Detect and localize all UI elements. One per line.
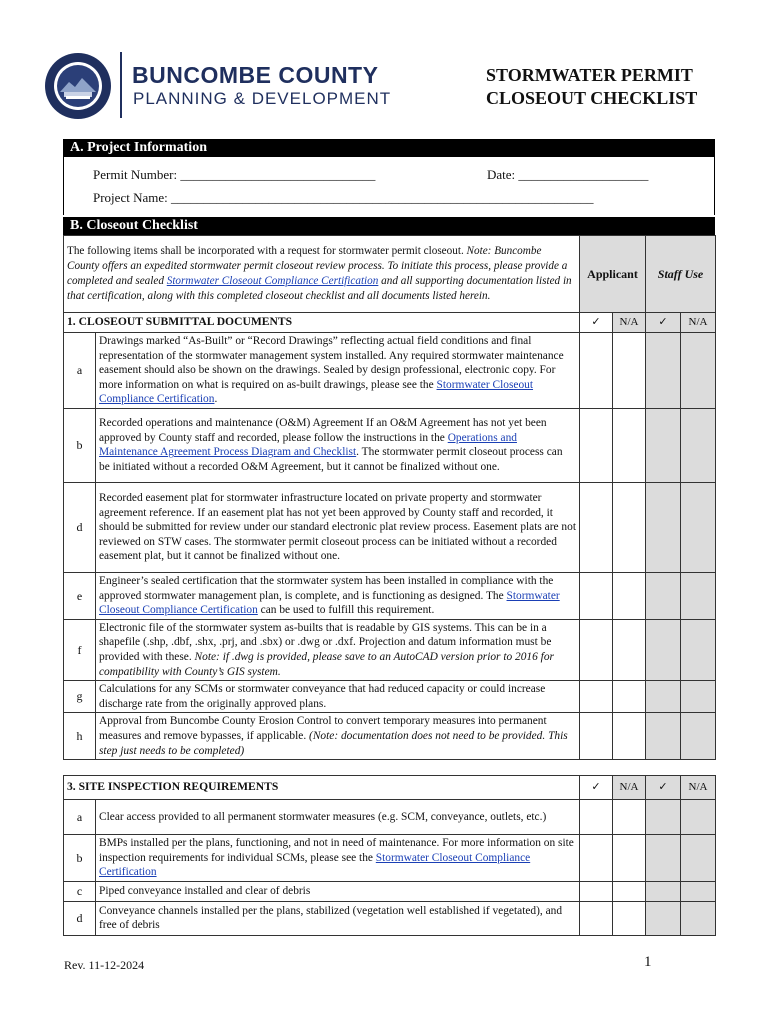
document-title bbox=[486, 64, 726, 110]
item-text-end: . The stormwater permit closeout process can be initiated without a recorded O&M Agreement, but it cannot be finalized without one. bbox=[99, 446, 563, 474]
applicant-na-box[interactable] bbox=[613, 408, 646, 482]
title-line-1: STORMWATER PERMIT bbox=[486, 65, 693, 85]
revision-date: Rev. 11-12-2024 bbox=[64, 958, 145, 972]
staff-na-box[interactable] bbox=[681, 681, 716, 713]
item-key: d bbox=[64, 901, 96, 935]
staff-check-header: ✓ bbox=[646, 313, 681, 333]
staff-check-box[interactable] bbox=[646, 901, 681, 935]
part3-heading-row bbox=[64, 776, 716, 800]
item-key: b bbox=[64, 408, 96, 482]
applicant-na-header: N/A bbox=[613, 776, 646, 800]
staff-check-box[interactable] bbox=[646, 408, 681, 482]
item-link[interactable]: Operations and Maintenance Agreement Process Diagram and Checklist bbox=[99, 431, 517, 459]
item-text: Calculations for any SCMs or stormwater conveyance that had reduced capacity or could increase discharge rate from the originally approved plans. bbox=[99, 683, 546, 710]
item-text: Clear access provided to all permanent stormwater measures (e.g. SCM, conveyance, outlets, etc.) bbox=[99, 810, 547, 823]
applicant-na-header: N/A bbox=[613, 313, 646, 333]
county-seal-logo bbox=[44, 52, 112, 120]
checklist-row bbox=[64, 713, 716, 760]
staff-check-box[interactable] bbox=[646, 800, 681, 835]
page-header bbox=[44, 48, 734, 128]
item-key: d bbox=[64, 482, 96, 572]
applicant-check-box[interactable] bbox=[580, 681, 613, 713]
applicant-na-box[interactable] bbox=[613, 800, 646, 835]
item-text: Electronic file of the stormwater system as-builts that is readable by GIS systems. This can be in a shapefile (.shp, .dbf, .shx, .prj, and .sbx) or .dwg or .dxf. Projection and datum information must be provided with these. bbox=[99, 621, 552, 663]
item-description bbox=[96, 713, 580, 760]
applicant-check-box[interactable] bbox=[580, 835, 613, 882]
intro-note-end: and all supporting documentation listed in that certification, along with this completed closeout checklist and all documents listed herein. bbox=[67, 275, 572, 302]
org-name: BUNCOMBE COUNTY bbox=[132, 62, 379, 88]
item-key: e bbox=[64, 572, 96, 619]
staff-na-box[interactable] bbox=[681, 408, 716, 482]
applicant-check-box[interactable] bbox=[580, 800, 613, 835]
part3-items bbox=[64, 800, 716, 936]
intro-plain: The following items shall be incorporated with a request for stormwater permit closeout. bbox=[67, 245, 467, 258]
item-link[interactable]: Stormwater Closeout Compliance Certification bbox=[99, 378, 534, 406]
item-description bbox=[96, 800, 580, 835]
applicant-check-box[interactable] bbox=[580, 572, 613, 619]
item-key: a bbox=[64, 333, 96, 409]
checklist-row bbox=[64, 800, 716, 835]
applicant-check-box[interactable] bbox=[580, 482, 613, 572]
item-text-end: . bbox=[214, 393, 218, 406]
staff-na-box[interactable] bbox=[681, 835, 716, 882]
checklist-row bbox=[64, 835, 716, 882]
staff-check-box[interactable] bbox=[646, 572, 681, 619]
applicant-na-box[interactable] bbox=[613, 681, 646, 713]
checklist-row bbox=[64, 482, 716, 572]
permit-number-field[interactable]: Permit Number: ______________________________ bbox=[93, 167, 376, 182]
item-key: g bbox=[64, 681, 96, 713]
item-key: h bbox=[64, 713, 96, 760]
applicant-na-box[interactable] bbox=[613, 482, 646, 572]
applicant-na-box[interactable] bbox=[613, 619, 646, 680]
staff-na-box[interactable] bbox=[681, 333, 716, 409]
org-department: PLANNING & DEVELOPMENT bbox=[133, 89, 392, 108]
part1-heading-row bbox=[64, 313, 716, 333]
item-text: Engineer’s sealed certification that the stormwater system has been installed in compliance with the approved stormwater management plan, is complete, and is functioning as designed. The bbox=[99, 574, 554, 602]
part3-heading: 3. SITE INSPECTION REQUIREMENTS bbox=[64, 776, 580, 800]
staff-na-box[interactable] bbox=[681, 881, 716, 901]
item-description bbox=[96, 408, 580, 482]
applicant-check-box[interactable] bbox=[580, 619, 613, 680]
checklist-row bbox=[64, 572, 716, 619]
item-link[interactable]: Stormwater Closeout Compliance Certification bbox=[99, 589, 560, 617]
applicant-check-box[interactable] bbox=[580, 901, 613, 935]
item-description bbox=[96, 681, 580, 713]
applicant-check-box[interactable] bbox=[580, 713, 613, 760]
applicant-check-box[interactable] bbox=[580, 408, 613, 482]
intro-note: Note: Buncombe County offers an expedited stormwater permit closeout review process. To initiate this process, please provide a completed and sealed bbox=[67, 245, 568, 287]
staff-na-box[interactable] bbox=[681, 572, 716, 619]
item-text: Piped conveyance installed and clear of debris bbox=[99, 884, 311, 897]
part1-items bbox=[64, 333, 716, 760]
checklist-row bbox=[64, 901, 716, 935]
intro-row bbox=[64, 236, 716, 313]
staff-na-box[interactable] bbox=[681, 901, 716, 935]
item-text: Drawings marked “As-Built” or “Record Drawings” reflecting actual field conditions and final representation of the stormwater management system installed. Any required stormwater maintenance easement should also be shown on the drawings. Sealed by design professional, electronic copy. For more information on what is required on as-built drawings, please see the bbox=[99, 335, 564, 391]
date-field[interactable]: Date: ____________________ bbox=[487, 167, 649, 182]
staff-check-header: ✓ bbox=[646, 776, 681, 800]
item-text: Approval from Buncombe County Erosion Control to convert temporary measures into permanent measures and remove bypasses, if applicable. bbox=[99, 715, 547, 742]
applicant-na-box[interactable] bbox=[613, 881, 646, 901]
item-text: Recorded operations and maintenance (O&M) Agreement If an O&M Agreement has not yet been approved by County staff and recorded, please follow the instructions in the bbox=[99, 417, 547, 444]
checklist-row bbox=[64, 881, 716, 901]
item-key: f bbox=[64, 619, 96, 680]
applicant-na-box[interactable] bbox=[613, 901, 646, 935]
applicant-check-box[interactable] bbox=[580, 881, 613, 901]
staff-check-box[interactable] bbox=[646, 835, 681, 882]
item-description bbox=[96, 333, 580, 409]
item-key: a bbox=[64, 800, 96, 835]
item-description bbox=[96, 881, 580, 901]
staff-check-box[interactable] bbox=[646, 713, 681, 760]
item-description bbox=[96, 482, 580, 572]
header-divider bbox=[120, 52, 122, 118]
item-text: Conveyance channels installed per the plans, stabilized (vegetation well established if vegetated), and free of debris bbox=[99, 904, 563, 932]
checklist-row bbox=[64, 408, 716, 482]
applicant-na-box[interactable] bbox=[613, 572, 646, 619]
item-description bbox=[96, 619, 580, 680]
staff-use-column-header: Staff Use bbox=[646, 236, 716, 313]
item-text-end: can be used to fulfill this requirement. bbox=[257, 604, 435, 617]
item-key: b bbox=[64, 835, 96, 882]
item-note: (Note: documentation does not need to be provided. This step just needs to be completed) bbox=[99, 729, 568, 757]
item-description bbox=[96, 572, 580, 619]
section-a-heading: A. Project Information bbox=[63, 139, 715, 157]
item-link[interactable]: Stormwater Closeout Compliance Certification bbox=[99, 851, 531, 879]
checklist-row bbox=[64, 333, 716, 409]
checklist-row bbox=[64, 681, 716, 713]
applicant-na-box[interactable] bbox=[613, 835, 646, 882]
applicant-na-box[interactable] bbox=[613, 333, 646, 409]
applicant-check-header: ✓ bbox=[580, 313, 613, 333]
item-description bbox=[96, 835, 580, 882]
staff-check-box[interactable] bbox=[646, 333, 681, 409]
intro-certification-link[interactable]: Stormwater Closeout Compliance Certification bbox=[166, 275, 379, 287]
item-description bbox=[96, 901, 580, 935]
checklist-row bbox=[64, 619, 716, 680]
staff-na-box[interactable] bbox=[681, 482, 716, 572]
site-inspection-table bbox=[63, 775, 716, 936]
item-note: Note: if .dwg is provided, please save to an AutoCAD version prior to 2016 for compatibility with County’s GIS system. bbox=[99, 650, 554, 678]
staff-check-box[interactable] bbox=[646, 482, 681, 572]
page-number: 1 bbox=[644, 954, 652, 970]
staff-na-header: N/A bbox=[681, 313, 716, 333]
item-text: BMPs installed per the plans, functioning, and not in need of maintenance. For more information on site inspection requirements for individual SCMs, please see the bbox=[99, 837, 574, 864]
item-key: c bbox=[64, 881, 96, 901]
applicant-column-header: Applicant bbox=[580, 236, 646, 313]
item-text: Recorded easement plat for stormwater infrastructure located on private property and stormwater agreement reference. If an easement plat has not yet been approved by County staff and recorded, it should be submitted for review under our standard electronic plat review process. Easement plats are not reviewed on STW cases. The stormwater permit closeout process can be initiated without a recorded easement plat, but it cannot be finalized without one. bbox=[99, 491, 576, 563]
staff-na-box[interactable] bbox=[681, 800, 716, 835]
project-name-field[interactable]: Project Name: _________________________________________________________________ bbox=[93, 190, 594, 205]
section-b-heading: B. Closeout Checklist bbox=[63, 217, 715, 235]
staff-na-header: N/A bbox=[681, 776, 716, 800]
applicant-na-box[interactable] bbox=[613, 713, 646, 760]
staff-check-box[interactable] bbox=[646, 881, 681, 901]
intro-text bbox=[64, 236, 580, 313]
staff-na-box[interactable] bbox=[681, 619, 716, 680]
title-line-2: CLOSEOUT CHECKLIST bbox=[486, 88, 698, 108]
project-info-block bbox=[63, 157, 715, 215]
applicant-check-header: ✓ bbox=[580, 776, 613, 800]
part1-heading: 1. CLOSEOUT SUBMITTAL DOCUMENTS bbox=[64, 313, 580, 333]
staff-check-box[interactable] bbox=[646, 681, 681, 713]
staff-na-box[interactable] bbox=[681, 713, 716, 760]
closeout-checklist-table bbox=[63, 235, 716, 760]
applicant-check-box[interactable] bbox=[580, 333, 613, 409]
staff-check-box[interactable] bbox=[646, 619, 681, 680]
